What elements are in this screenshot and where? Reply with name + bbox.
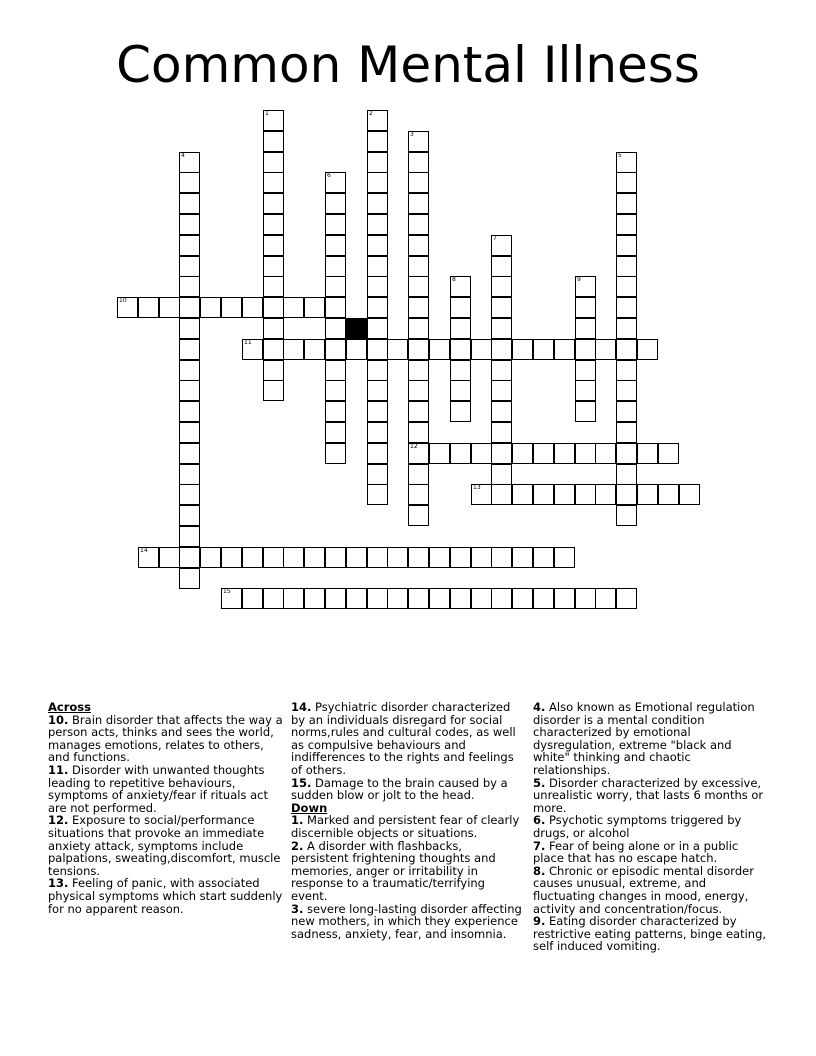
grid-cell[interactable]: [387, 339, 408, 360]
grid-cell[interactable]: [408, 152, 429, 173]
grid-cell[interactable]: [242, 588, 263, 609]
clue-across-10: 10. Brain disorder that affects the way a person acts, thinks and sees the world, manages emotions, relates to others, and functions.: [48, 712, 283, 765]
grid-cell[interactable]: [616, 339, 637, 360]
grid-cell[interactable]: [512, 588, 533, 609]
grid-cell[interactable]: [554, 484, 575, 505]
clue-number: 4: [181, 152, 185, 159]
grid-cell[interactable]: [616, 505, 637, 526]
grid-cell-1[interactable]: [263, 110, 284, 131]
grid-cell[interactable]: [325, 214, 346, 235]
grid-cell[interactable]: [575, 339, 596, 360]
grid-cell[interactable]: [367, 131, 388, 152]
grid-cell[interactable]: [242, 297, 263, 318]
grid-cell-3[interactable]: [408, 131, 429, 152]
grid-cell[interactable]: [595, 339, 616, 360]
grid-cell[interactable]: [346, 588, 367, 609]
grid-cell[interactable]: [450, 339, 471, 360]
clue-number: 5: [618, 152, 622, 159]
clue-number: 13: [473, 484, 481, 491]
grid-cell[interactable]: [367, 547, 388, 568]
clue-number: 8: [452, 276, 456, 283]
grid-cell[interactable]: [367, 193, 388, 214]
grid-cell[interactable]: [179, 380, 200, 401]
clue-down-8: 8. Chronic or episodic mental disorder causes unusual, extreme, and fluctuating changes in mood, energy, activity and concentration/focus.: [533, 863, 754, 916]
grid-cell[interactable]: [325, 547, 346, 568]
clue-across-14: 14. Psychiatric disorder characterized by an individuals disregard for social norms,rules and cultural codes, as well as compulsive behaviours and indifferences to the rights and feelings of others.: [291, 700, 516, 777]
grid-cell[interactable]: [367, 318, 388, 339]
grid-cell[interactable]: [429, 339, 450, 360]
grid-cell[interactable]: [491, 547, 512, 568]
grid-cell[interactable]: [616, 380, 637, 401]
clue-down-2: 2. A disorder with flashbacks, persistent frightening thoughts and memories, anger or irritability in response to a traumatic/terrifying event.: [291, 838, 496, 903]
clue-number: 1: [265, 110, 269, 117]
grid-cell[interactable]: [512, 547, 533, 568]
grid-cell[interactable]: [616, 172, 637, 193]
clue-number: 14: [140, 547, 148, 554]
grid-cell[interactable]: [179, 235, 200, 256]
grid-cell[interactable]: [408, 484, 429, 505]
grid-cell[interactable]: [491, 297, 512, 318]
grid-cell[interactable]: [159, 297, 180, 318]
grid-cell[interactable]: [283, 547, 304, 568]
grid-cell-9[interactable]: [575, 276, 596, 297]
clue-down-5: 5. Disorder characterized by excessive, unrealistic worry, that lasts 6 months or more.: [533, 775, 764, 815]
grid-cell[interactable]: [450, 588, 471, 609]
grid-cell[interactable]: [408, 464, 429, 485]
grid-cell[interactable]: [471, 443, 492, 464]
grid-cell[interactable]: [658, 484, 679, 505]
grid-cell[interactable]: [325, 318, 346, 339]
grid-cell[interactable]: [263, 547, 284, 568]
grid-cell[interactable]: [471, 339, 492, 360]
grid-cell[interactable]: [491, 464, 512, 485]
grid-cell[interactable]: [616, 318, 637, 339]
grid-cell[interactable]: [325, 588, 346, 609]
grid-cell[interactable]: [616, 256, 637, 277]
down-header: Down: [291, 800, 328, 815]
grid-cell[interactable]: [429, 547, 450, 568]
grid-cell[interactable]: [450, 380, 471, 401]
grid-cell[interactable]: [346, 547, 367, 568]
clue-down-9: 9. Eating disorder characterized by restrictive eating patterns, binge eating, self induced vomiting.: [533, 914, 767, 954]
grid-cell[interactable]: [616, 297, 637, 318]
grid-cell[interactable]: [138, 297, 159, 318]
grid-cell[interactable]: [616, 443, 637, 464]
grid-cell[interactable]: [179, 214, 200, 235]
clue-down-3: 3. severe long-lasting disorder affecting new mothers, in which they experience sadness, anxiety, fear, and insomnia.: [291, 901, 522, 941]
grid-cell[interactable]: [263, 193, 284, 214]
grid-cell[interactable]: [429, 588, 450, 609]
grid-cell[interactable]: [179, 360, 200, 381]
grid-cell[interactable]: [575, 318, 596, 339]
grid-cell[interactable]: [325, 297, 346, 318]
grid-cell[interactable]: [367, 464, 388, 485]
grid-cell[interactable]: [263, 380, 284, 401]
grid-cell[interactable]: [263, 172, 284, 193]
grid-cell[interactable]: [575, 360, 596, 381]
grid-cell[interactable]: [325, 443, 346, 464]
grid-cell[interactable]: [429, 443, 450, 464]
grid-cell[interactable]: [263, 235, 284, 256]
grid-cell[interactable]: [325, 256, 346, 277]
grid-cell[interactable]: [679, 484, 700, 505]
grid-cell[interactable]: [408, 422, 429, 443]
grid-cell[interactable]: [367, 276, 388, 297]
grid-cell[interactable]: [283, 339, 304, 360]
grid-cell[interactable]: [408, 401, 429, 422]
grid-cell[interactable]: [554, 339, 575, 360]
clue-number: 3: [410, 131, 414, 138]
grid-cell[interactable]: [325, 339, 346, 360]
grid-cell[interactable]: [554, 588, 575, 609]
grid-cell[interactable]: [263, 256, 284, 277]
grid-cell[interactable]: [616, 360, 637, 381]
clue-number: 2: [369, 110, 373, 117]
grid-cell[interactable]: [471, 547, 492, 568]
grid-cell[interactable]: [554, 547, 575, 568]
grid-cell[interactable]: [491, 401, 512, 422]
grid-cell[interactable]: [179, 443, 200, 464]
grid-cell[interactable]: [263, 318, 284, 339]
grid-cell[interactable]: [325, 422, 346, 443]
grid-cell[interactable]: [450, 443, 471, 464]
grid-cell[interactable]: [450, 401, 471, 422]
grid-cell[interactable]: [533, 547, 554, 568]
grid-cell[interactable]: [179, 547, 200, 568]
grid-cell[interactable]: [304, 588, 325, 609]
grid-cell[interactable]: [179, 339, 200, 360]
grid-cell[interactable]: [408, 276, 429, 297]
clue-down-4: 4. Also known as Emotional regulation disorder is a mental condition characterized by emotional dysregulation, extreme "black and white" thinking and chaotic relationships.: [533, 700, 755, 777]
grid-cell[interactable]: [179, 256, 200, 277]
grid-cell[interactable]: [346, 339, 367, 360]
puzzle-title: Common Mental Illness: [116, 36, 700, 94]
grid-cell[interactable]: [304, 297, 325, 318]
grid-cell[interactable]: [325, 360, 346, 381]
clue-number: 9: [577, 276, 581, 283]
grid-cell[interactable]: [367, 256, 388, 277]
grid-cell-6[interactable]: [325, 172, 346, 193]
grid-cell[interactable]: [533, 484, 554, 505]
grid-cell-12[interactable]: [408, 443, 429, 464]
clue-down-7: 7. Fear of being alone or in a public place that has no escape hatch.: [533, 838, 739, 866]
grid-cell-7[interactable]: [491, 235, 512, 256]
grid-cell[interactable]: [387, 588, 408, 609]
grid-cell[interactable]: [179, 401, 200, 422]
grid-cell[interactable]: [408, 318, 429, 339]
clue-down-1: 1. Marked and persistent fear of clearly discernible objects or situations.: [291, 813, 520, 840]
grid-cell[interactable]: [263, 297, 284, 318]
grid-cell[interactable]: [263, 131, 284, 152]
grid-cell[interactable]: [512, 484, 533, 505]
grid-cell[interactable]: [325, 193, 346, 214]
grid-cell[interactable]: [367, 339, 388, 360]
grid-cell[interactable]: [367, 443, 388, 464]
grid-cell[interactable]: [491, 484, 512, 505]
grid-cell[interactable]: [221, 297, 242, 318]
grid-cell[interactable]: [491, 318, 512, 339]
grid-cell[interactable]: [637, 339, 658, 360]
grid-cell[interactable]: [658, 443, 679, 464]
clue-across-15: 15. Damage to the brain caused by a sudden blow or jolt to the head.: [291, 775, 508, 803]
grid-cell[interactable]: [575, 380, 596, 401]
black-cell: [346, 318, 367, 339]
grid-cell[interactable]: [304, 339, 325, 360]
grid-cell-10[interactable]: [117, 297, 138, 318]
grid-cell[interactable]: [263, 588, 284, 609]
grid-cell[interactable]: [367, 588, 388, 609]
grid-cell[interactable]: [387, 547, 408, 568]
grid-cell[interactable]: [325, 380, 346, 401]
grid-cell[interactable]: [179, 276, 200, 297]
grid-cell-4[interactable]: [179, 152, 200, 173]
grid-cell[interactable]: [367, 297, 388, 318]
grid-cell[interactable]: [179, 422, 200, 443]
grid-cell[interactable]: [491, 588, 512, 609]
grid-cell[interactable]: [325, 235, 346, 256]
grid-cell[interactable]: [408, 214, 429, 235]
grid-cell[interactable]: [616, 235, 637, 256]
grid-cell[interactable]: [637, 443, 658, 464]
grid-cell[interactable]: [179, 568, 200, 589]
grid-cell[interactable]: [512, 339, 533, 360]
grid-cell-15[interactable]: [221, 588, 242, 609]
grid-cell[interactable]: [367, 401, 388, 422]
grid-cell[interactable]: [263, 214, 284, 235]
grid-cell[interactable]: [367, 152, 388, 173]
grid-cell[interactable]: [616, 401, 637, 422]
grid-cell[interactable]: [325, 276, 346, 297]
grid-cell[interactable]: [450, 547, 471, 568]
grid-cell[interactable]: [283, 297, 304, 318]
grid-cell[interactable]: [533, 339, 554, 360]
grid-cell[interactable]: [263, 276, 284, 297]
grid-cell[interactable]: [491, 360, 512, 381]
grid-cell[interactable]: [242, 547, 263, 568]
grid-cell[interactable]: [595, 484, 616, 505]
grid-cell[interactable]: [616, 484, 637, 505]
grid-cell[interactable]: [200, 297, 221, 318]
grid-cell[interactable]: [595, 443, 616, 464]
grid-cell[interactable]: [367, 214, 388, 235]
grid-cell[interactable]: [491, 256, 512, 277]
grid-cell[interactable]: [408, 256, 429, 277]
grid-cell[interactable]: [575, 484, 596, 505]
grid-cell[interactable]: [179, 464, 200, 485]
clue-down-6: 6. Psychotic symptoms triggered by drugs, or alcohol: [533, 813, 742, 840]
grid-cell-5[interactable]: [616, 152, 637, 173]
clue-number: 7: [493, 235, 497, 242]
grid-cell-11[interactable]: [242, 339, 263, 360]
clue-number: 12: [410, 443, 418, 450]
clue-number: 11: [244, 339, 252, 346]
grid-cell[interactable]: [450, 318, 471, 339]
clue-number: 15: [223, 588, 231, 595]
grid-cell[interactable]: [595, 588, 616, 609]
grid-cell[interactable]: [263, 339, 284, 360]
grid-cell[interactable]: [450, 297, 471, 318]
grid-cell[interactable]: [221, 547, 242, 568]
grid-cell[interactable]: [200, 547, 221, 568]
grid-cell[interactable]: [491, 443, 512, 464]
grid-cell[interactable]: [159, 547, 180, 568]
grid-cell[interactable]: [575, 401, 596, 422]
grid-cell[interactable]: [533, 443, 554, 464]
grid-cell[interactable]: [263, 152, 284, 173]
grid-cell-13[interactable]: [471, 484, 492, 505]
clue-number: 6: [327, 172, 331, 179]
grid-cell[interactable]: [283, 588, 304, 609]
grid-cell[interactable]: [575, 297, 596, 318]
grid-cell[interactable]: [367, 422, 388, 443]
clue-number: 10: [119, 297, 127, 304]
grid-cell[interactable]: [179, 172, 200, 193]
grid-cell[interactable]: [408, 297, 429, 318]
clue-column-2: [291, 701, 523, 940]
grid-cell[interactable]: [491, 380, 512, 401]
grid-cell[interactable]: [491, 276, 512, 297]
grid-cell[interactable]: [408, 193, 429, 214]
clue-across-13: 13. Feeling of panic, with associated physical symptoms which start suddenly for no apparent reason.: [48, 876, 283, 916]
grid-cell-8[interactable]: [450, 276, 471, 297]
grid-cell[interactable]: [408, 235, 429, 256]
grid-cell[interactable]: [408, 339, 429, 360]
clue-column-1: [48, 701, 284, 915]
grid-cell[interactable]: [179, 505, 200, 526]
grid-cell[interactable]: [408, 505, 429, 526]
grid-cell[interactable]: [263, 360, 284, 381]
grid-cell[interactable]: [554, 443, 575, 464]
grid-cell-2[interactable]: [367, 110, 388, 131]
grid-cell[interactable]: [179, 297, 200, 318]
across-header: Across: [48, 700, 91, 714]
clue-across-12: 12. Exposure to social/performance situations that provoke an immediate anxiety attack, symptoms include palpations, sweating,discomfort, muscle tensions.: [48, 813, 281, 878]
grid-cell[interactable]: [616, 588, 637, 609]
grid-cell[interactable]: [575, 588, 596, 609]
grid-cell[interactable]: [408, 360, 429, 381]
grid-cell[interactable]: [616, 214, 637, 235]
grid-cell[interactable]: [408, 588, 429, 609]
grid-cell[interactable]: [325, 401, 346, 422]
grid-cell[interactable]: [408, 172, 429, 193]
grid-cell[interactable]: [471, 588, 492, 609]
clue-across-11: 11. Disorder with unwanted thoughts leading to repetitive behaviours, symptoms of anxiety/fear if rituals act are not performed.: [48, 762, 268, 815]
grid-cell[interactable]: [450, 360, 471, 381]
grid-cell[interactable]: [616, 464, 637, 485]
grid-cell[interactable]: [179, 318, 200, 339]
grid-cell[interactable]: [179, 526, 200, 547]
grid-cell[interactable]: [367, 360, 388, 381]
grid-cell[interactable]: [367, 172, 388, 193]
grid-cell[interactable]: [637, 484, 658, 505]
grid-cell[interactable]: [367, 484, 388, 505]
grid-cell[interactable]: [491, 339, 512, 360]
grid-cell[interactable]: [491, 422, 512, 443]
clue-column-3: [533, 701, 771, 953]
grid-cell[interactable]: [616, 422, 637, 443]
grid-cell-14[interactable]: [138, 547, 159, 568]
grid-cell[interactable]: [575, 443, 596, 464]
grid-cell[interactable]: [179, 484, 200, 505]
grid-cell[interactable]: [367, 380, 388, 401]
grid-cell[interactable]: [408, 380, 429, 401]
grid-cell[interactable]: [408, 547, 429, 568]
grid-cell[interactable]: [179, 193, 200, 214]
grid-cell[interactable]: [616, 193, 637, 214]
grid-cell[interactable]: [512, 443, 533, 464]
grid-cell[interactable]: [367, 235, 388, 256]
grid-cell[interactable]: [533, 588, 554, 609]
grid-cell[interactable]: [304, 547, 325, 568]
grid-cell[interactable]: [616, 276, 637, 297]
